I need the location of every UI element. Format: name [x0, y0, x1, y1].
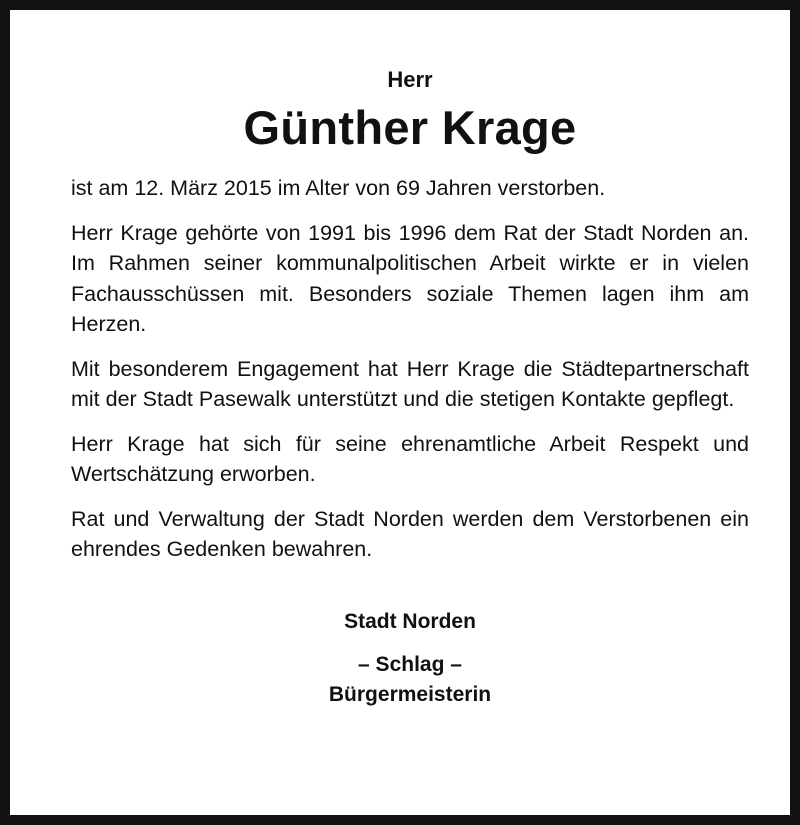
salutation: Herr	[387, 67, 433, 92]
signature-title: Bürgermeisterin	[328, 682, 492, 706]
obituary-content	[71, 66, 749, 710]
signature-name: – Schlag –	[358, 652, 462, 676]
partnership-paragraph: Mit besonderem Engagement hat Herr Krage die Städtepartnerschaft mit der Stadt Pasewalk unterstützt und die stetigen Kontakte gepflegt.	[71, 356, 749, 411]
recognition-paragraph: Herr Krage hat sich für seine ehrenamtliche Arbeit Respekt und Wertschätzung erworben.	[71, 431, 749, 486]
signature-organization: Stadt Norden	[344, 609, 476, 633]
death-announcement: ist am 12. März 2015 im Alter von 69 Jahren verstorben.	[71, 176, 606, 200]
council-paragraph: Herr Krage gehörte von 1991 bis 1996 dem Rat der Stadt Norden an. Im Rahmen seiner kommunalpolitischen Arbeit wirkte er in vielen Fachausschüssen mit. Besonders soziale Themen lagen ihm am Herzen.	[71, 220, 749, 336]
deceased-name: Günther Krage	[243, 101, 577, 154]
remembrance-paragraph: Rat und Verwaltung der Stadt Norden werden dem Verstorbenen ein ehrendes Gedenken bewahren.	[71, 506, 749, 561]
